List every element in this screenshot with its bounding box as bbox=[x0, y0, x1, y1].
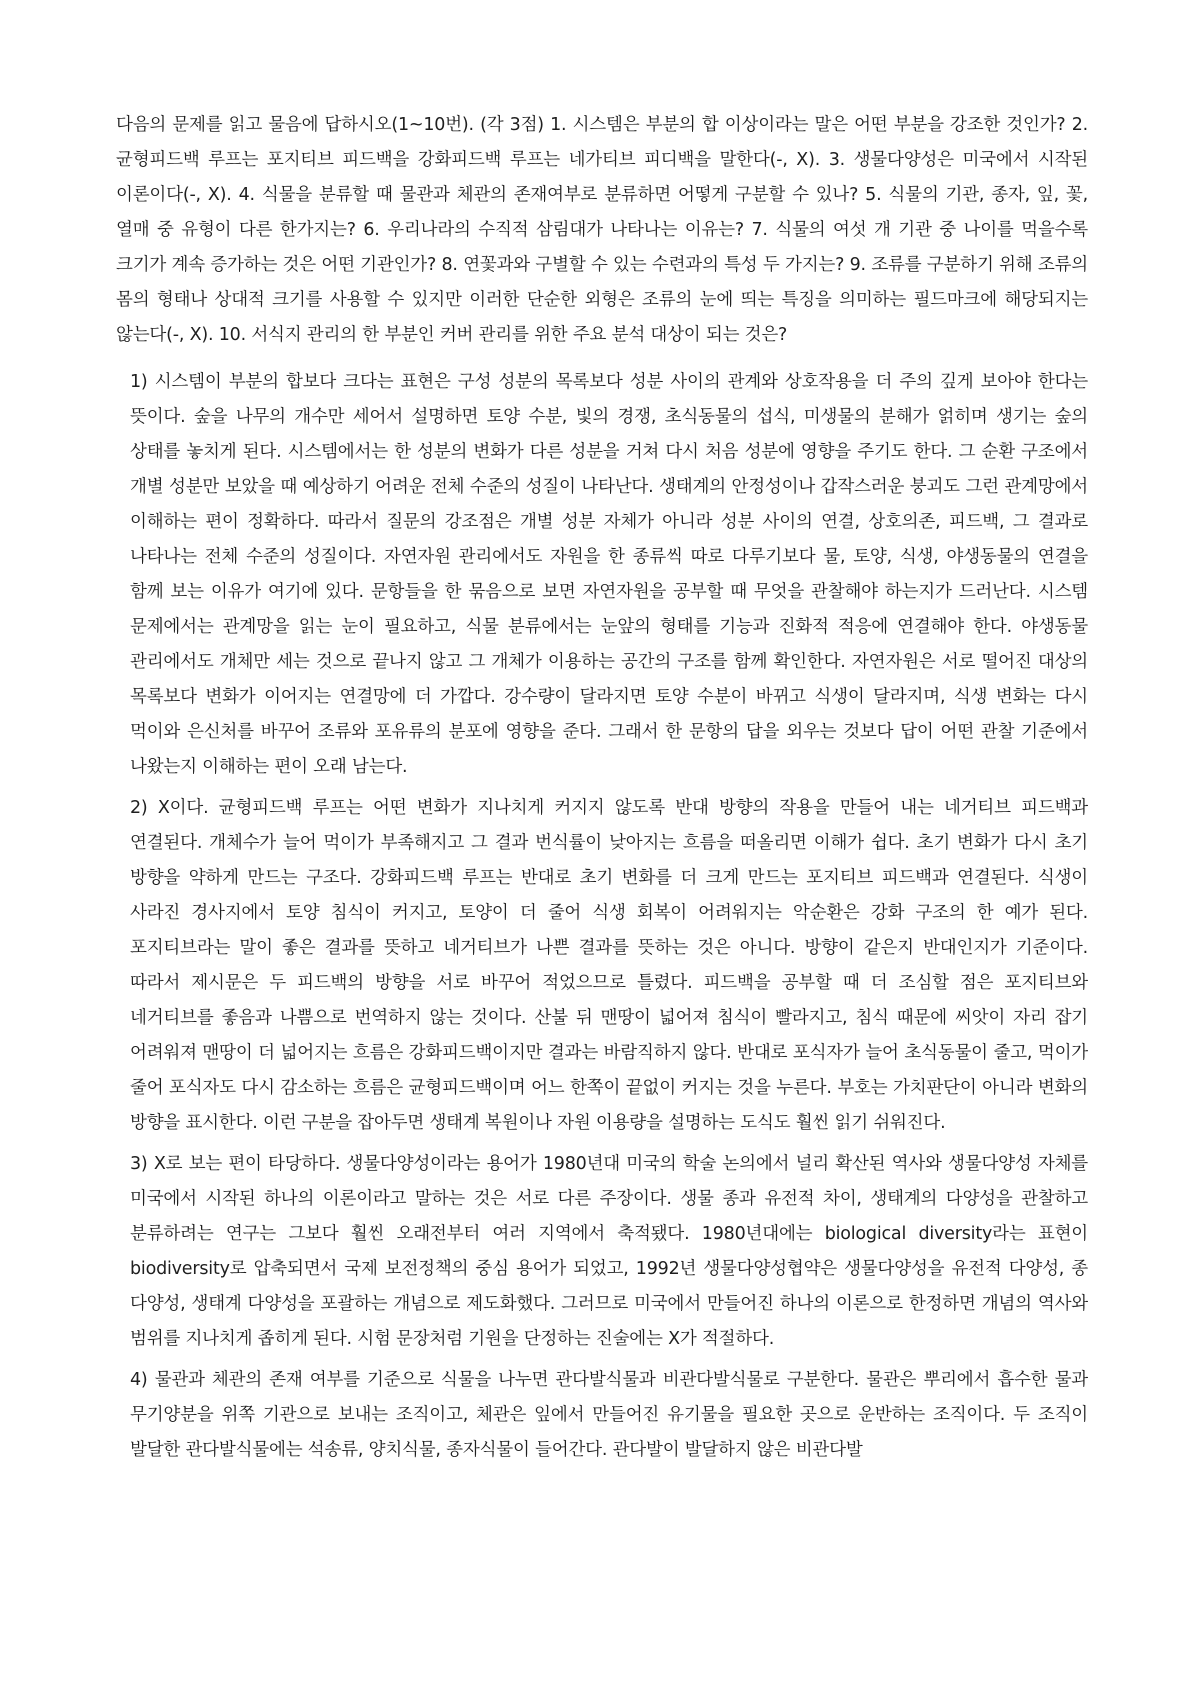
question-list: 다음의 문제를 읽고 물음에 답하시오(1~10번). (각 3점) 1. 시스템은 부분의 합 이상이라는 말은 어떤 부분을 강조한 것인가? 2. 균형피드백 루프는 포지티브 피드백을 강화피드백 루프는 네가티브 피디백을 말한다(-, X). 3. 생물다양성은 미국에서 시작된 이론이다(-, X). 4. 식물을 분류할 때 물관과 체관의 존재여부로 분류하면 어떻게 구분할 수 있나? 5. 식물의 기관, 종자, 잎, 꽃, 열매 중 유형이 다른 한가지는? 6. 우리나라의 수직적 삼림대가 나타나는 이유는? 7. 식물의 여섯 개 기관 중 나이를 먹을수록 크기가 계속 증가하는 것은 어떤 기관인가? 8. 연꽃과와 구별할 수 있는 수련과의 특성 두 가지는? 9. 조류를 구분하기 위해 조류의 몸의 형태나 상대적 크기를 사용할 수 있지만 이러한 단순한 외형은 조류의 눈에 띄는 특징을 의미하는 필드마크에 해당되지는 않는다(-, X). 10. 서식지 관리의 한 부분인 커버 관리를 위한 주요 분석 대상이 되는 것은? bbox=[116, 115, 1088, 345]
answer-1: 1) 시스템이 부분의 합보다 크다는 표현은 구성 성분의 목록보다 성분 사이의 관계와 상호작용을 더 주의 깊게 보아야 한다는 뜻이다. 숲을 나무의 개수만 세어서 설명하면 토양 수분, 빛의 경쟁, 초식동물의 섭식, 미생물의 분해가 얽히며 생기는 숲의 상태를 놓치게 된다. 시스템에서는 한 성분의 변화가 다른 성분을 거쳐 다시 처음 성분에 영향을 주기도 한다. 그 순환 구조에서 개별 성분만 보았을 때 예상하기 어려운 전체 수준의 성질이 나타난다. 생태계의 안정성이나 갑작스러운 붕괴도 그런 관계망에서 이해하는 편이 정확하다. 따라서 질문의 강조점은 개별 성분 자체가 아니라 성분 사이의 연결, 상호의존, 피드백, 그 결과로 나타나는 전체 수준의 성질이다. 자연자원 관리에서도 자원을 한 종류씩 따로 다루기보다 물, 토양, 식생, 야생동물의 연결을 함께 보는 이유가 여기에 있다. 문항들을 한 묶음으로 보면 자연자원을 공부할 때 무엇을 관찰해야 하는지가 드러난다. 시스템 문제에서는 관계망을 읽는 눈이 필요하고, 식물 분류에서는 눈앞의 형태를 기능과 진화적 적응에 연결해야 한다. 야생동물 관리에서도 개체만 세는 것으로 끝나지 않고 그 개체가 이용하는 공간의 구조를 함께 확인한다. 자연자원은 서로 떨어진 대상의 목록보다 변화가 이어지는 연결망에 더 가깝다. 강수량이 달라지면 토양 수분이 바뀌고 식생이 달라지며, 식생 변화는 다시 먹이와 은신처를 바꾸어 조류와 포유류의 분포에 영향을 준다. 그래서 한 문항의 답을 외우는 것보다 답이 어떤 관찰 기준에서 나왔는지 이해하는 편이 오래 남는다. bbox=[130, 372, 1088, 777]
answer-list bbox=[116, 365, 1088, 1468]
answer-3: 3) X로 보는 편이 타당하다. 생물다양성이라는 용어가 1980년대 미국의 학술 논의에서 널리 확산된 역사와 생물다양성 자체를 미국에서 시작된 하나의 이론이라고 말하는 것은 서로 다른 주장이다. 생물 종과 유전적 차이, 생태계의 다양성을 관찰하고 분류하려는 연구는 그보다 훨씬 오래전부터 여러 지역에서 축적됐다. 1980년대에는 biological diversity라는 표현이 biodiversity로 압축되면서 국제 보전정책의 중심 용어가 되었고, 1992년 생물다양성협약은 생물다양성을 유전적 다양성, 종 다양성, 생태계 다양성을 포괄하는 개념으로 제도화했다. 그러므로 미국에서 만들어진 하나의 이론으로 한정하면 개념의 역사와 범위를 지나치게 좁히게 된다. 시험 문장처럼 기원을 단정하는 진술에는 X가 적절하다. bbox=[130, 1154, 1088, 1349]
answer-4: 4) 물관과 체관의 존재 여부를 기준으로 식물을 나누면 관다발식물과 비관다발식물로 구분한다. 물관은 뿌리에서 흡수한 물과 무기양분을 위쪽 기관으로 보내는 조직이고, 체관은 잎에서 만들어진 유기물을 필요한 곳으로 운반하는 조직이다. 두 조직이 발달한 관다발식물에는 석송류, 양치식물, 종자식물이 들어간다. 관다발이 발달하지 않은 비관다발 bbox=[130, 1370, 1088, 1460]
answer-2: 2) X이다. 균형피드백 루프는 어떤 변화가 지나치게 커지지 않도록 반대 방향의 작용을 만들어 내는 네거티브 피드백과 연결된다. 개체수가 늘어 먹이가 부족해지고 그 결과 번식률이 낮아지는 흐름을 떠올리면 이해가 쉽다. 초기 변화가 다시 초기 방향을 약하게 만드는 구조다. 강화피드백 루프는 반대로 초기 변화를 더 크게 만드는 포지티브 피드백과 연결된다. 식생이 사라진 경사지에서 토양 침식이 커지고, 토양이 더 줄어 식생 회복이 어려워지는 악순환은 강화 구조의 한 예가 된다. 포지티브라는 말이 좋은 결과를 뜻하고 네거티브가 나쁜 결과를 뜻하는 것은 아니다. 방향이 같은지 반대인지가 기준이다. 따라서 제시문은 두 피드백의 방향을 서로 바꾸어 적었으므로 틀렸다. 피드백을 공부할 때 더 조심할 점은 포지티브와 네거티브를 좋음과 나쁨으로 번역하지 않는 것이다. 산불 뒤 맨땅이 넓어져 침식이 빨라지고, 침식 때문에 씨앗이 자리 잡기 어려워져 맨땅이 더 넓어지는 흐름은 강화피드백이지만 결과는 바람직하지 않다. 반대로 포식자가 늘어 초식동물이 줄고, 먹이가 줄어 포식자도 다시 감소하는 흐름은 균형피드백이며 어느 한쪽이 끝없이 커지는 것을 누른다. 부호는 가치판단이 아니라 변화의 방향을 표시한다. 이런 구분을 잡아두면 생태계 복원이나 자원 이용량을 설명하는 도식도 훨씬 읽기 쉬워진다. bbox=[130, 798, 1088, 1133]
